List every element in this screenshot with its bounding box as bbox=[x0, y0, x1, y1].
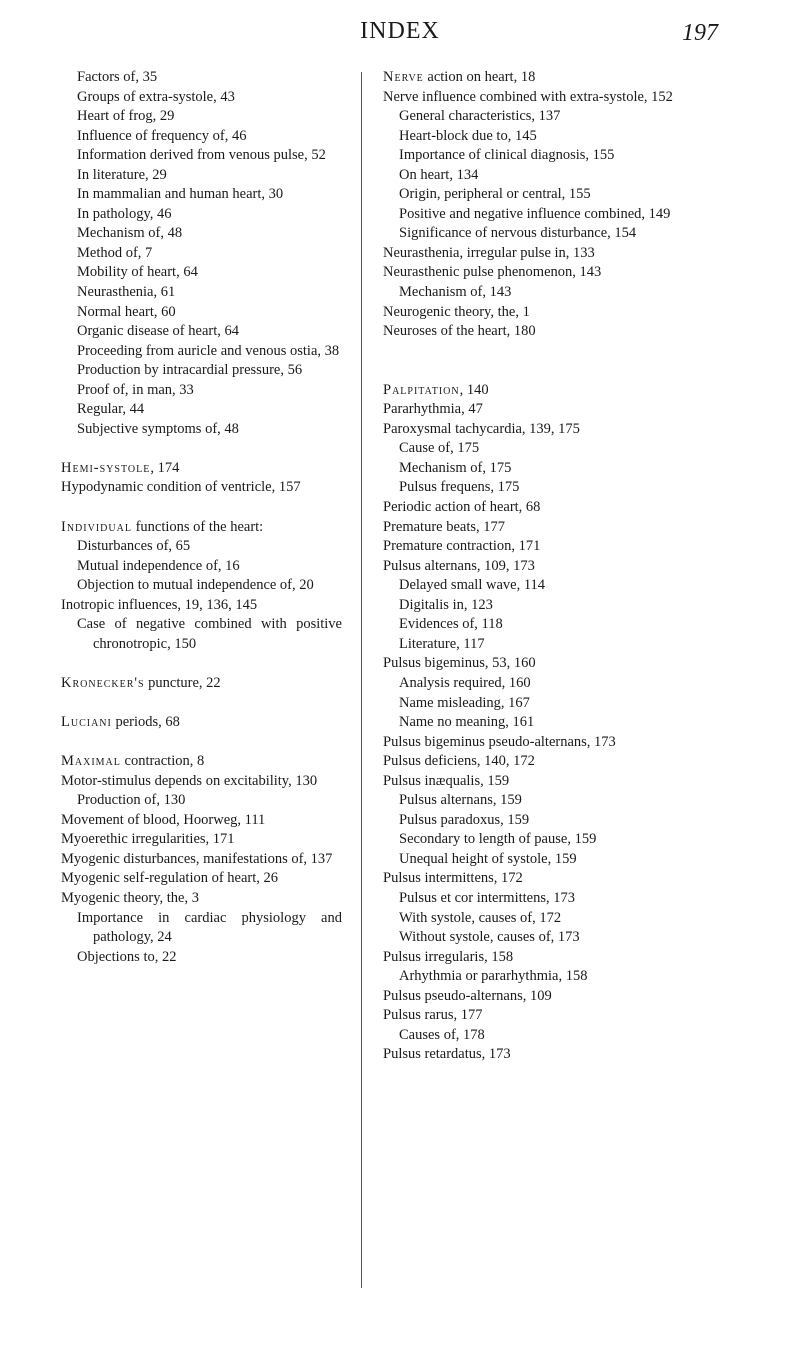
index-entry bbox=[61, 752, 342, 772]
index-subentry: Pulsus paradoxus, 159 bbox=[399, 811, 530, 828]
section-head-word: Luciani bbox=[61, 714, 112, 731]
entry-rest: functions of the heart: bbox=[131, 518, 264, 535]
index-entry bbox=[61, 713, 342, 733]
index-subentry: Secondary to length of pause, 159 bbox=[399, 831, 597, 848]
column-divider bbox=[361, 72, 362, 1288]
section-gap bbox=[383, 361, 719, 381]
index-subentry: Production of, 130 bbox=[77, 792, 186, 809]
index-subentry: Analysis required, 160 bbox=[399, 674, 531, 691]
index-subentry: Delayed small wave, 114 bbox=[399, 577, 546, 594]
index-subentry: Pulsus alternans, 159 bbox=[399, 792, 522, 809]
section-head-word: Nerve bbox=[383, 69, 424, 85]
index-subentry: Importance in cardiac physiology and pathology, 24 bbox=[77, 909, 342, 946]
index-entry: Pulsus intermittens, 172 bbox=[383, 870, 523, 887]
index-entry: Inotropic influences, 19, 136, 145 bbox=[61, 596, 258, 613]
index-entry: Myogenic self-regulation of heart, 26 bbox=[61, 870, 279, 887]
index-subentry: Origin, peripheral or central, 155 bbox=[399, 186, 591, 203]
section-gap bbox=[61, 439, 342, 459]
entry-rest: puncture, 22 bbox=[144, 674, 221, 691]
section-head-word: Hemi-systole bbox=[61, 459, 151, 476]
index-subentry: Disturbances of, 65 bbox=[77, 538, 191, 555]
section-gap bbox=[383, 342, 719, 362]
index-subentry: Case of negative combined with positive chronotropic, 150 bbox=[77, 616, 342, 652]
index-entry: Myogenic disturbances, manifestations of, 137 bbox=[61, 850, 333, 867]
index-subentry: Organic disease of heart, 64 bbox=[77, 323, 239, 340]
index-entry: Pulsus alternans, 109, 173 bbox=[383, 557, 535, 574]
index-entry: Neurogenic theory, the, 1 bbox=[383, 303, 530, 320]
index-entry: Neurasthenic pulse phenomenon, 143 bbox=[383, 264, 602, 281]
index-subentry: Pulsus frequens, 175 bbox=[399, 479, 520, 496]
index-subentry: Literature, 117 bbox=[399, 635, 485, 652]
index-subentry: In mammalian and human heart, 30 bbox=[77, 186, 284, 203]
index-entry: Paroxysmal tachycardia, 139, 175 bbox=[383, 420, 580, 437]
index-entry bbox=[383, 381, 719, 401]
section-head-word: Individual bbox=[61, 518, 132, 535]
index-entry: Nerve influence combined with extra-systole, 152 bbox=[383, 88, 673, 105]
index-subentry: Name no meaning, 161 bbox=[399, 714, 535, 731]
index-subentry: Proof of, in man, 33 bbox=[77, 381, 194, 398]
index-entry: Neurasthenia, irregular pulse in, 133 bbox=[383, 244, 595, 261]
index-entry: Pulsus bigeminus pseudo-alternans, 173 bbox=[383, 733, 616, 750]
index-entry: Pulsus retardatus, 173 bbox=[383, 1046, 511, 1063]
index-subentry: Objection to mutual independence of, 20 bbox=[77, 577, 314, 594]
left-index-column bbox=[61, 68, 342, 967]
index-subentry: Heart of frog, 29 bbox=[77, 108, 175, 125]
index-entry: Pulsus bigeminus, 53, 160 bbox=[383, 655, 536, 672]
entry-rest: periods, 68 bbox=[111, 714, 180, 731]
page-number: 197 bbox=[682, 20, 718, 46]
index-subentry: General characteristics, 137 bbox=[399, 108, 561, 125]
index-entry: Premature contraction, 171 bbox=[383, 538, 541, 555]
index-entry bbox=[61, 459, 342, 479]
entry-rest: action on heart, 18 bbox=[423, 69, 536, 85]
index-entry: Myogenic theory, the, 3 bbox=[61, 889, 199, 906]
section-gap bbox=[61, 733, 342, 753]
section-head-word: Palpitation bbox=[383, 381, 460, 398]
index-subentry: Factors of, 35 bbox=[77, 69, 158, 85]
index-subentry: Mechanism of, 143 bbox=[399, 284, 512, 301]
index-entry: Pulsus pseudo-alternans, 109 bbox=[383, 987, 552, 1004]
index-subentry: Positive and negative influence combined, 149 bbox=[399, 205, 671, 222]
index-entry: Pulsus rarus, 177 bbox=[383, 1007, 483, 1024]
index-entry: Myoerethic irregularities, 171 bbox=[61, 831, 235, 848]
page-title: INDEX bbox=[360, 18, 440, 44]
index-subentry: In pathology, 46 bbox=[77, 205, 172, 222]
index-subentry: Causes of, 178 bbox=[399, 1026, 485, 1043]
index-entry: Pulsus irregularis, 158 bbox=[383, 948, 514, 965]
index-subentry: With systole, causes of, 172 bbox=[399, 909, 562, 926]
index-subentry: Name misleading, 167 bbox=[399, 694, 530, 711]
section-gap bbox=[61, 694, 342, 714]
index-entry: Movement of blood, Hoorweg, 111 bbox=[61, 811, 266, 828]
index-subentry: Cause of, 175 bbox=[399, 440, 480, 457]
index-entry: Periodic action of heart, 68 bbox=[383, 499, 541, 516]
index-subentry: Regular, 44 bbox=[77, 401, 145, 418]
index-subentry: Normal heart, 60 bbox=[77, 303, 176, 320]
index-entry bbox=[61, 674, 342, 694]
section-gap bbox=[61, 498, 342, 518]
index-subentry: Mechanism of, 175 bbox=[399, 459, 512, 476]
index-subentry: Method of, 7 bbox=[77, 244, 153, 261]
index-subentry: In literature, 29 bbox=[77, 166, 167, 183]
index-subentry: Groups of extra-systole, 43 bbox=[77, 88, 235, 105]
index-subentry: Objections to, 22 bbox=[77, 948, 177, 965]
index-subentry: Subjective symptoms of, 48 bbox=[77, 420, 239, 437]
index-subentry: Information derived from venous pulse, 52 bbox=[77, 147, 326, 164]
index-entry bbox=[61, 518, 342, 538]
index-entry: Motor-stimulus depends on excitability, 130 bbox=[61, 772, 318, 789]
index-entry: Hypodynamic condition of ventricle, 157 bbox=[61, 479, 301, 496]
entry-rest: , 174 bbox=[150, 459, 180, 476]
index-entry: Pulsus deficiens, 140, 172 bbox=[383, 753, 535, 770]
index-entry: Pulsus inæqualis, 159 bbox=[383, 772, 510, 789]
index-entry: Neuroses of the heart, 180 bbox=[383, 323, 536, 340]
index-subentry: Mechanism of, 48 bbox=[77, 225, 183, 242]
entry-rest: contraction, 8 bbox=[120, 753, 205, 770]
index-subentry: Mutual independence of, 16 bbox=[77, 557, 240, 574]
index-entry: Pararhythmia, 47 bbox=[383, 401, 483, 418]
index-subentry: Unequal height of systole, 159 bbox=[399, 850, 577, 867]
index-subentry: Mobility of heart, 64 bbox=[77, 264, 198, 281]
index-subentry: Arhythmia or pararhythmia, 158 bbox=[399, 968, 588, 985]
section-head-word: Maximal bbox=[61, 753, 121, 770]
index-subentry: Neurasthenia, 61 bbox=[77, 284, 176, 301]
index-subentry: On heart, 134 bbox=[399, 166, 479, 183]
index-entry bbox=[383, 68, 719, 88]
index-subentry: Significance of nervous disturbance, 154 bbox=[399, 225, 637, 242]
right-index-column bbox=[383, 68, 719, 1065]
index-subentry: Proceeding from auricle and venous ostia, 38 bbox=[77, 342, 340, 359]
index-subentry: Production by intracardial pressure, 56 bbox=[77, 362, 303, 379]
index-subentry: Digitalis in, 123 bbox=[399, 596, 493, 613]
index-subentry: Heart-block due to, 145 bbox=[399, 127, 537, 144]
index-subentry: Without systole, causes of, 173 bbox=[399, 929, 580, 946]
section-gap bbox=[61, 654, 342, 674]
index-entry: Premature beats, 177 bbox=[383, 518, 506, 535]
index-subentry: Influence of frequency of, 46 bbox=[77, 127, 247, 144]
entry-rest: , 140 bbox=[459, 381, 489, 398]
page-header bbox=[0, 18, 800, 58]
index-subentry: Evidences of, 118 bbox=[399, 616, 503, 633]
index-subentry: Pulsus et cor intermittens, 173 bbox=[399, 889, 575, 906]
section-head-word: Kronecker's bbox=[61, 674, 145, 691]
index-subentry: Importance of clinical diagnosis, 155 bbox=[399, 147, 615, 164]
